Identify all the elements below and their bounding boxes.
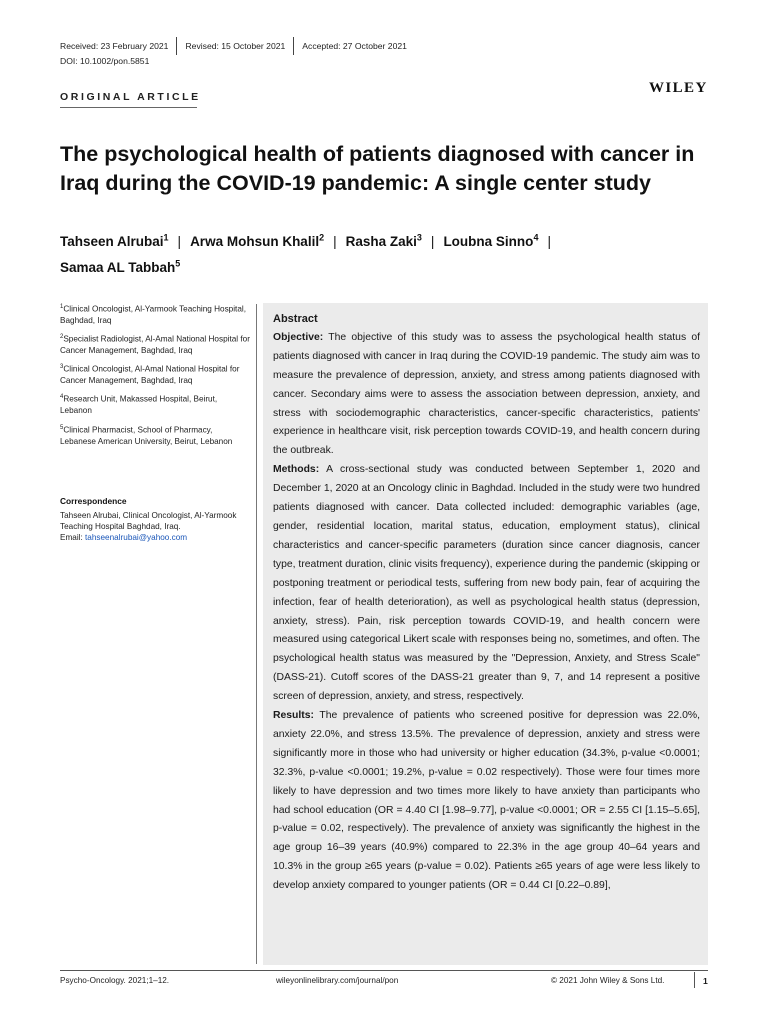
abstract-heading: Abstract	[273, 313, 318, 325]
accepted-date: Accepted: 27 October 2021	[302, 41, 407, 51]
author: Samaa AL Tabbah$^5$	[60, 258, 181, 275]
abstract-methods: Methods: A cross-sectional study was conducted between September 1, 2020 and December 1, 2020 at an Oncology clinic in Baghdad. Included in the study were two hundred patients diagnosed with cancer. Data collected included: demographic variables (age, gender, residential location, marital status, education, employment status), clinical characteristics and cancer-specific parameters (duration since cancer diagnosis, cancer type, treatment duration, clinic visits frequency), experience during the pandemic (skipping or postponing treatment or periodical tests, suffering from new body pain, fear of acquiring the infection, fear of health deterioration), as well as psychological health status (depression, anxiety, stress). Pain, risk perception towards COVID-19, and health concern were measured using categorical Likert scale with responses being no, sometimes, and often. The psychological health status was measured by the "Depression, Anxiety, and Stress Scale" (DASS-21). Cutoff scores of the DASS-21 greater than 9, 7, and 14 represent a positive screen of depression, anxiety, and stress, respectively.	[273, 464, 700, 703]
affiliation: $^1$Clinical Oncologist, Al-Yarmook Teaching Hospital, Baghdad, Iraq	[60, 304, 246, 325]
revised-date: Revised: 15 October 2021	[185, 41, 286, 51]
author-separator: |	[430, 233, 435, 249]
date-divider	[176, 37, 177, 55]
author: Loubna Sinno$^4$	[443, 232, 539, 249]
journal-citation: Psycho-Oncology. 2021;1–12.	[60, 976, 170, 985]
author: Tahseen Alrubai$^1$	[60, 232, 169, 249]
publisher-logo: WILEY	[649, 80, 708, 96]
copyright: © 2021 John Wiley & Sons Ltd.	[551, 976, 665, 985]
doi: DOI: 10.1002/pon.5851	[60, 56, 150, 66]
section-label: ORIGINAL ARTICLE	[60, 91, 201, 103]
affiliations	[60, 302, 250, 453]
author-separator: |	[177, 233, 182, 249]
affiliation: $^4$Research Unit, Makassed Hospital, Beirut, Lebanon	[60, 394, 218, 416]
author: Arwa Mohsun Khalil$^2$	[190, 232, 325, 249]
section-rule	[60, 107, 197, 108]
column-divider	[256, 304, 257, 964]
abstract-results: Results: The prevalence of patients who screened positive for depression was 22.0%, anxiety 22.0%, and stress 13.5%. The prevalence of depression, anxiety and stress were significantly more in those who had university or higher education (34.3%, p-value <0.0001; 32.3%, p-value <0.0001; 19.2%, p-value = 0.02 respectively). Those were four times more likely to have depression and two times more likely to have anxiety than participants who had school education (OR = 4.40 CI [1.98–9.77], p-value <0.0001; OR = 2.55 CI [1.15–5.65], p-value = 0.02, respectively). The prevalence of anxiety was significantly the highest in the age group 16–39 years (40.9%) compared to 22.3% in the age group 40–64 years and 10.3% in the group ≥65 years (p-value = 0.02). Patients ≥65 years of age were less likely to develop anxiety compared to younger patients (OR = 0.44 CI [0.22–0.89],	[273, 710, 700, 892]
author-list	[60, 226, 700, 279]
email-link[interactable]: tahseenalrubai@yahoo.com	[85, 533, 188, 543]
author: Rasha Zaki$^3$	[345, 232, 422, 249]
date-divider	[293, 37, 294, 55]
author-separator: |	[547, 233, 551, 249]
affiliation: $^2$Specialist Radiologist, Al-Amal National Hospital for Cancer Management, Baghdad, Iraq	[60, 334, 250, 356]
abstract-objective: Objective: The objective of this study was to assess the psychological health status of patients diagnosed with cancer in Iraq during the COVID-19 pandemic. The study aim was to measure the prevalence of depression, anxiety, and stress among patients diagnosed with cancer. Secondary aims were to assess the association between depression, anxiety, and stress with sociodemographic characteristics, cancer-specific characteristics, patients' experience in healthcare visit, risk perception towards COVID-19, and health concern during the outbreak.	[273, 331, 700, 457]
article-dates	[60, 37, 407, 55]
article-title: The psychological health of patients diagnosed with cancer in Iraq during the COVID-19 pandemic: A single center study	[60, 142, 695, 195]
affiliation: $^3$Clinical Oncologist, Al-Amal National Hospital for Cancer Management, Baghdad, Iraq	[60, 364, 240, 386]
journal-url[interactable]: wileyonlinelibrary.com/journal/pon	[276, 976, 399, 985]
footer-divider	[694, 972, 695, 988]
correspondence-heading: Correspondence	[60, 496, 127, 506]
correspondence-text: Tahseen Alrubai, Clinical Oncologist, Al-Yarmook Teaching Hospital Baghdad, Iraq. Email: tahseenalrubai@yahoo.com	[60, 511, 237, 543]
affiliation: $^5$Clinical Pharmacist, School of Pharmacy, Lebanese American University, Beirut, Lebanon	[60, 424, 233, 446]
received-date: Received: 23 February 2021	[60, 41, 169, 51]
abstract	[273, 310, 700, 896]
page-number: 1	[703, 976, 708, 986]
footer-rule	[60, 970, 708, 971]
author-separator: |	[333, 233, 337, 249]
